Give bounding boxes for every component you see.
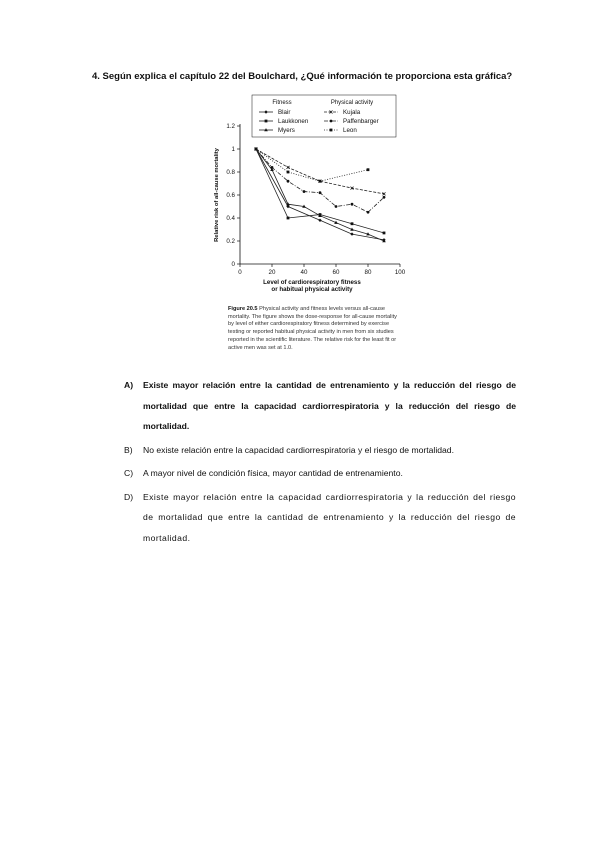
option-text: No existe relación entre la capacidad cardiorrespiratoria y el riesgo de mortalidad. — [143, 444, 454, 455]
point-blair — [318, 219, 321, 222]
y-tick-label: 0.2 — [226, 238, 235, 246]
point-leon — [319, 180, 322, 183]
legend-label-kujala: Kujala — [343, 109, 361, 117]
x-axis-label: or habitual physical activity — [271, 286, 353, 293]
figure — [214, 92, 404, 362]
figure-caption — [228, 306, 404, 352]
option-b[interactable] — [124, 440, 516, 461]
option-text: Existe mayor relación entre la capacidad cardiorrespiratoria y la reducción del riesgo de mortalidad que entre la cantidad de entrenamiento y la reducción del riesgo de mortalidad. — [143, 491, 516, 543]
series-line-leon — [256, 149, 368, 181]
option-d[interactable] — [124, 487, 516, 549]
option-letter: D) — [124, 491, 134, 502]
option-text: Existe mayor relación entre la cantidad de entrenamiento y la reducción del riesgo de mortalidad que entre la capacidad cardiorrespiratoria y la reducción del riesgo de mortalidad. — [143, 380, 516, 431]
legend-label-laukkonen: Laukkonen — [278, 118, 309, 126]
point-laukkonen — [351, 222, 354, 225]
option-letter: B) — [124, 444, 133, 455]
point-paffenbarger — [287, 180, 290, 183]
x-tick-label: 60 — [332, 269, 340, 276]
caption-text: Physical activity and fitness levels versus all-cause mortality. The figure shows the dose-response for all-cause mortality by level of either cardiorespiratory fitness determined by exercise testing or reported habitual physical activity in men from six studies reported in the scientific literature. The relative risk for the least fit or active men was set at 1.0. — [228, 306, 397, 351]
point-paffenbarger — [303, 190, 306, 193]
y-tick-label: 0.4 — [226, 215, 235, 223]
legend-label-leon: Leon — [343, 127, 357, 135]
legend-marker-paffenbarger — [330, 120, 333, 123]
y-tick-label: 1.2 — [226, 123, 235, 131]
legend-title-fitness: Fitness — [272, 100, 292, 106]
answer-options — [124, 375, 516, 551]
y-axis-label: Relative risk of all-cause mortality — [214, 148, 220, 242]
point-blair — [350, 232, 353, 235]
point-kujala — [287, 166, 290, 169]
point-paffenbarger — [351, 203, 354, 206]
point-laukkonen — [383, 232, 386, 235]
point-leon — [255, 148, 258, 151]
legend-marker-laukkonen — [265, 120, 268, 123]
option-letter: A) — [124, 380, 134, 390]
point-leon — [367, 168, 370, 171]
legend-label-myers: Myers — [278, 127, 295, 135]
question-title: 4. Según explica el capítulo 22 del Boulchard, ¿Qué información te proporciona esta gráfica? — [92, 71, 513, 82]
y-tick-label: 0.6 — [226, 192, 235, 200]
point-laukkonen — [287, 217, 290, 220]
x-axis-label: Level of cardiorespiratory fitness — [263, 279, 361, 286]
point-paffenbarger — [319, 191, 322, 194]
x-tick-label: 80 — [364, 269, 372, 276]
legend-title-activity: Physical activity — [330, 100, 374, 106]
series-line-kujala — [256, 149, 384, 194]
point-paffenbarger — [367, 211, 370, 214]
x-tick-label: 40 — [300, 269, 308, 276]
legend-label-paffenbarger: Paffenbarger — [343, 118, 379, 126]
legend-label-blair: Blair — [278, 109, 291, 117]
option-text: A mayor nivel de condición física, mayor cantidad de entrenamiento. — [143, 468, 403, 478]
point-paffenbarger — [383, 196, 386, 199]
y-tick-label: 1 — [231, 146, 235, 154]
point-leon — [287, 171, 290, 174]
x-tick-label: 0 — [238, 269, 242, 276]
x-tick-label: 100 — [394, 269, 406, 276]
series-line-blair — [256, 149, 384, 240]
y-tick-label: 0.8 — [226, 169, 235, 177]
option-a[interactable] — [124, 375, 516, 437]
option-c[interactable] — [124, 463, 516, 484]
mortality-chart — [214, 92, 404, 304]
y-tick-label: 0 — [231, 261, 235, 269]
x-tick-label: 20 — [268, 269, 276, 276]
point-paffenbarger — [271, 166, 274, 169]
caption-label: Figure 20.5 — [228, 306, 258, 312]
option-letter: C) — [124, 468, 134, 478]
point-paffenbarger — [335, 205, 338, 208]
legend-marker-leon — [330, 129, 333, 132]
